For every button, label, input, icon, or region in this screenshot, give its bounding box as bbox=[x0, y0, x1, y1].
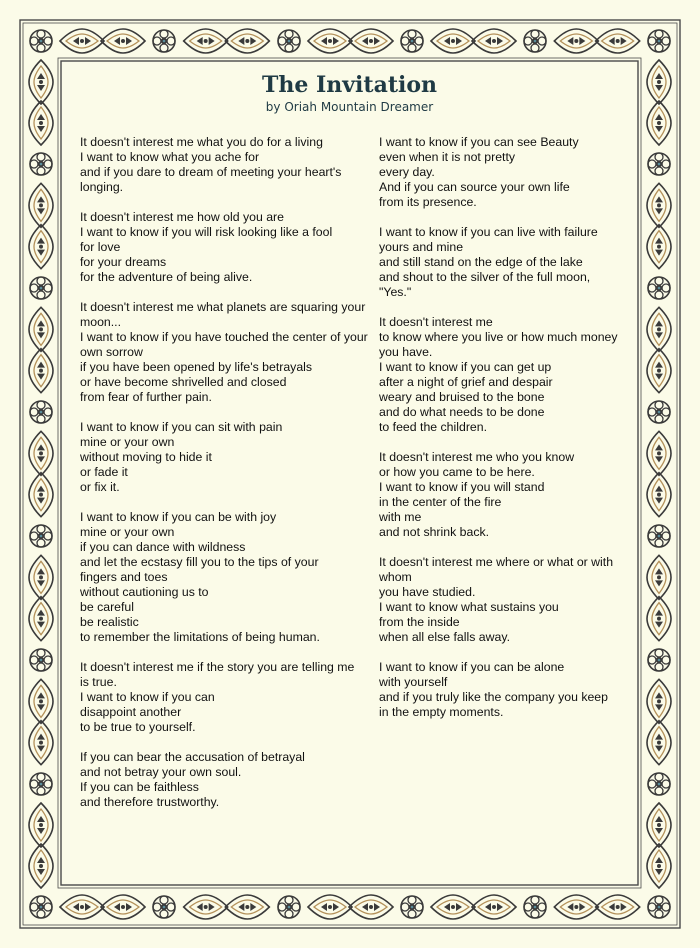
border-diamond-icon bbox=[29, 679, 53, 723]
poem-line: I want to know what sustains you bbox=[379, 600, 559, 614]
border-diamond-icon bbox=[29, 555, 53, 599]
poem-line: from its presence. bbox=[379, 195, 477, 209]
stanza bbox=[80, 135, 370, 195]
poem-line: and still stand on the edge of the lake bbox=[379, 255, 583, 269]
border-diamond-icon bbox=[60, 895, 104, 919]
stanza bbox=[80, 210, 370, 285]
poem-line: own sorrow bbox=[80, 345, 143, 359]
poem-line: and if you dare to dream of meeting your heart's bbox=[80, 165, 342, 179]
poem-line: disappoint another bbox=[80, 705, 182, 719]
stanza bbox=[80, 300, 370, 405]
poem-line: or fade it bbox=[80, 465, 128, 479]
border-flower-icon bbox=[30, 153, 52, 175]
border-flower-icon bbox=[648, 525, 670, 547]
poem-line: whom bbox=[379, 570, 412, 584]
border-flower-icon bbox=[30, 649, 52, 671]
poem-title: The Invitation bbox=[261, 72, 438, 98]
stanza bbox=[379, 135, 629, 210]
stanza bbox=[80, 750, 370, 810]
poem-right-column bbox=[379, 135, 629, 735]
poem-line: and do what needs to be done bbox=[379, 405, 545, 419]
border-diamond-icon bbox=[29, 225, 53, 269]
poem-line: mine or your own bbox=[80, 525, 175, 539]
border-diamond-icon bbox=[472, 895, 516, 919]
poem-line: I want to know what you ache for bbox=[80, 150, 260, 164]
border-diamond-icon bbox=[647, 473, 671, 517]
poem-line: or how you came to be here. bbox=[379, 465, 535, 479]
poem-line: I want to know if you can be with joy bbox=[80, 510, 277, 524]
border-diamond-icon bbox=[554, 29, 598, 53]
border-diamond-icon bbox=[29, 721, 53, 765]
stanza bbox=[379, 660, 629, 720]
poem-line: weary and bruised to the bone bbox=[379, 390, 545, 404]
border-diamond-icon bbox=[554, 895, 598, 919]
border-diamond-icon bbox=[29, 349, 53, 393]
border-diamond-icon bbox=[472, 29, 516, 53]
poem-line: is true. bbox=[80, 675, 117, 689]
poem-line: I want to know if you can bbox=[80, 690, 215, 704]
poem-line: It doesn't interest me bbox=[379, 315, 493, 329]
border-flower-icon bbox=[30, 401, 52, 423]
border-diamond-icon bbox=[29, 473, 53, 517]
poem-line: in the empty moments. bbox=[379, 705, 504, 719]
poem-line: if you can dance with wildness bbox=[80, 540, 246, 554]
poem-line: from the inside bbox=[379, 615, 460, 629]
poem-line: for your dreams bbox=[80, 255, 167, 269]
poem-line: without cautioning us to bbox=[80, 585, 209, 599]
poem-line: It doesn't interest me who you know bbox=[379, 450, 575, 464]
poem-line: after a night of grief and despair bbox=[379, 375, 553, 389]
poem-line: from fear of further pain. bbox=[80, 390, 212, 404]
border-diamond-icon bbox=[647, 721, 671, 765]
border-diamond-icon bbox=[349, 895, 393, 919]
poem-line: if you have been opened by life's betrayals bbox=[80, 360, 313, 374]
border-flower-icon bbox=[153, 896, 175, 918]
border-diamond-icon bbox=[101, 29, 145, 53]
border-diamond-icon bbox=[29, 431, 53, 475]
poem-line: you have. bbox=[379, 345, 433, 359]
poem-line: I want to know if you can be alone bbox=[379, 660, 565, 674]
border-flower-icon bbox=[30, 30, 52, 52]
poem-line: and not shrink back. bbox=[379, 525, 490, 539]
poem-line: longing. bbox=[80, 180, 124, 194]
border-flower-icon bbox=[648, 153, 670, 175]
poem-line: I want to know if you can sit with pain bbox=[80, 420, 283, 434]
border-diamond-icon bbox=[349, 29, 393, 53]
poem-line: It doesn't interest me if the story you are telling me bbox=[80, 660, 355, 674]
border-diamond-icon bbox=[647, 183, 671, 227]
poem-line: with me bbox=[379, 510, 422, 524]
poem-line: be realistic bbox=[80, 615, 139, 629]
stanza bbox=[379, 555, 629, 645]
border-diamond-icon bbox=[29, 60, 53, 104]
stanza bbox=[379, 225, 629, 300]
stanza bbox=[379, 450, 629, 540]
stanza bbox=[80, 510, 370, 645]
border-diamond-icon bbox=[596, 29, 640, 53]
border-diamond-icon bbox=[308, 29, 352, 53]
poem-line: If you can be faithless bbox=[80, 780, 199, 794]
poem-line: It doesn't interest me how old you are bbox=[80, 210, 284, 224]
poem-line: or have become shrivelled and closed bbox=[80, 375, 287, 389]
border-diamond-icon bbox=[596, 895, 640, 919]
border-diamond-icon bbox=[225, 29, 269, 53]
poem-line: when all else falls away. bbox=[379, 630, 511, 644]
poem-left-column bbox=[80, 135, 370, 825]
stanza bbox=[80, 660, 370, 735]
poem-line: for the adventure of being alive. bbox=[80, 270, 253, 284]
poem-line: If you can bear the accusation of betrayal bbox=[80, 750, 305, 764]
poem-author: by Oriah Mountain Dreamer bbox=[265, 100, 434, 114]
border-flower-icon bbox=[648, 649, 670, 671]
stanza bbox=[379, 315, 629, 435]
border-flower-icon bbox=[30, 525, 52, 547]
border-diamond-icon bbox=[647, 101, 671, 145]
poem-line: I want to know if you will stand bbox=[379, 480, 545, 494]
border-diamond-icon bbox=[647, 225, 671, 269]
poem-line: It doesn't interest me what you do for a living bbox=[80, 135, 323, 149]
border-diamond-icon bbox=[29, 101, 53, 145]
poem-panel bbox=[62, 62, 637, 884]
border-diamond-icon bbox=[29, 844, 53, 888]
poem-line: and if you truly like the company you keep bbox=[379, 690, 608, 704]
border-diamond-icon bbox=[308, 895, 352, 919]
border-flower-icon bbox=[524, 30, 546, 52]
border-diamond-icon bbox=[225, 895, 269, 919]
poem-line: and let the ecstasy fill you to the tips of your bbox=[80, 555, 319, 569]
poem-line: and not betray your own soul. bbox=[80, 765, 242, 779]
poem-line: It doesn't interest me what planets are squaring your bbox=[80, 300, 366, 314]
poem-line: without moving to hide it bbox=[80, 450, 212, 464]
border-diamond-icon bbox=[647, 844, 671, 888]
border-flower-icon bbox=[30, 773, 52, 795]
poem-line: fingers and toes bbox=[80, 570, 168, 584]
poem-line: mine or your own bbox=[80, 435, 175, 449]
poem-line: "Yes." bbox=[379, 285, 412, 299]
poem-line: to be true to yourself. bbox=[80, 720, 196, 734]
poem-line: every day. bbox=[379, 165, 435, 179]
border-flower-icon bbox=[278, 30, 300, 52]
poem-line: to remember the limitations of being human. bbox=[80, 630, 320, 644]
poem-line: you have studied. bbox=[379, 585, 476, 599]
poem-line: And if you can source your own life bbox=[379, 180, 570, 194]
border-diamond-icon bbox=[29, 307, 53, 351]
border-flower-icon bbox=[524, 896, 546, 918]
poem-line: and therefore trustworthy. bbox=[80, 795, 220, 809]
poem-line: to know where you live or how much money bbox=[379, 330, 618, 344]
border-diamond-icon bbox=[29, 803, 53, 847]
border-flower-icon bbox=[401, 30, 423, 52]
stanza bbox=[80, 420, 370, 495]
border-diamond-icon bbox=[647, 349, 671, 393]
poem-line: moon... bbox=[80, 315, 122, 329]
poem-line: or fix it. bbox=[80, 480, 120, 494]
poem-line: yours and mine bbox=[379, 240, 464, 254]
border-diamond-icon bbox=[647, 307, 671, 351]
poem-line: I want to know if you can see Beauty bbox=[379, 135, 579, 149]
border-diamond-icon bbox=[431, 895, 475, 919]
poem-line: I want to know if you can live with failure bbox=[379, 225, 598, 239]
poem-line: and shout to the silver of the full moon, bbox=[379, 270, 591, 284]
poem-line: to feed the children. bbox=[379, 420, 488, 434]
border-diamond-icon bbox=[29, 597, 53, 641]
border-flower-icon bbox=[30, 896, 52, 918]
border-diamond-icon bbox=[431, 29, 475, 53]
poem-line: I want to know if you will risk looking like a fool bbox=[80, 225, 333, 239]
border-flower-icon bbox=[153, 30, 175, 52]
border-diamond-icon bbox=[101, 895, 145, 919]
border-flower-icon bbox=[648, 896, 670, 918]
border-flower-icon bbox=[401, 896, 423, 918]
border-flower-icon bbox=[648, 773, 670, 795]
border-diamond-icon bbox=[184, 895, 228, 919]
border-flower-icon bbox=[278, 896, 300, 918]
border-flower-icon bbox=[30, 277, 52, 299]
border-diamond-icon bbox=[647, 597, 671, 641]
border-flower-icon bbox=[648, 401, 670, 423]
border-flower-icon bbox=[648, 30, 670, 52]
border-diamond-icon bbox=[184, 29, 228, 53]
poem-line: It doesn't interest me where or what or with bbox=[379, 555, 614, 569]
border-diamond-icon bbox=[60, 29, 104, 53]
poem-line: I want to know if you can get up bbox=[379, 360, 552, 374]
poem-line: with yourself bbox=[379, 675, 448, 689]
poem-line: even when it is not pretty bbox=[379, 150, 516, 164]
poem-line: be careful bbox=[80, 600, 135, 614]
border-diamond-icon bbox=[29, 183, 53, 227]
poem-line: I want to know if you have touched the center of your bbox=[80, 330, 368, 344]
border-diamond-icon bbox=[647, 555, 671, 599]
border-flower-icon bbox=[648, 277, 670, 299]
border-diamond-icon bbox=[647, 803, 671, 847]
poem-line: for love bbox=[80, 240, 121, 254]
border-diamond-icon bbox=[647, 679, 671, 723]
border-diamond-icon bbox=[647, 60, 671, 104]
poem-line: in the center of the fire bbox=[379, 495, 502, 509]
border-diamond-icon bbox=[647, 431, 671, 475]
